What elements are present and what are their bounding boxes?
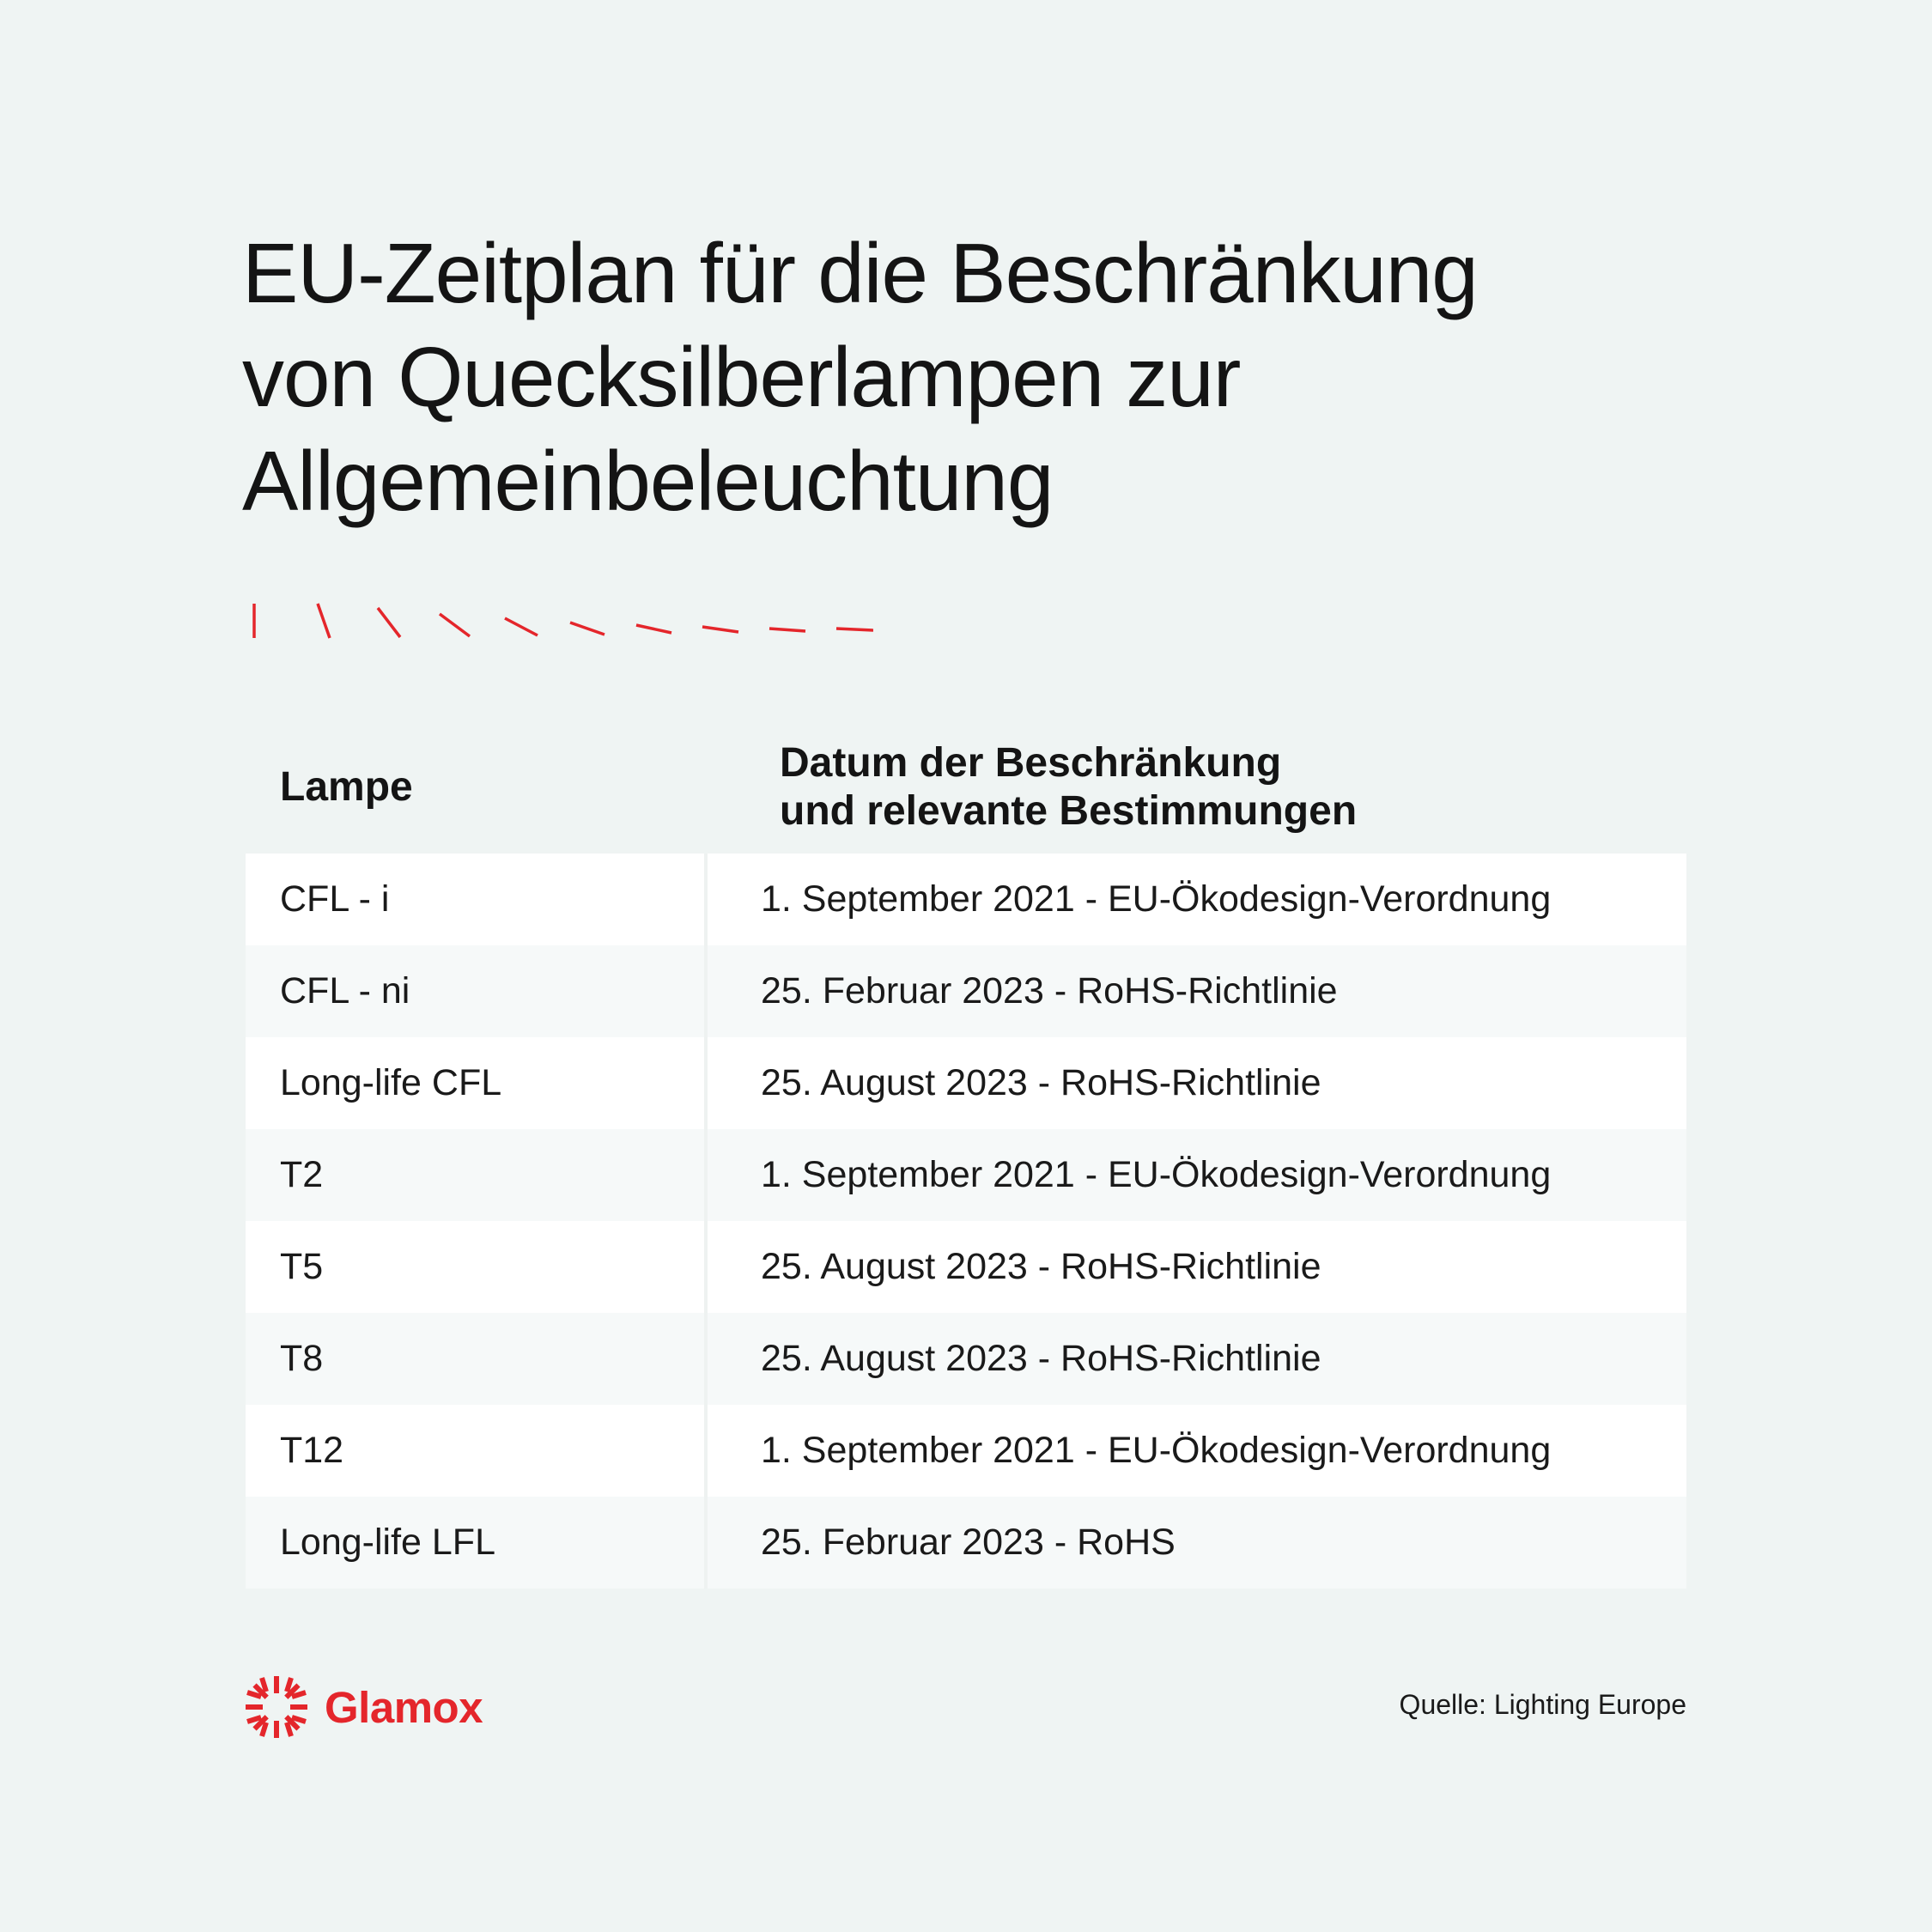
table-header [246,721,1686,854]
table-row [246,1497,1686,1589]
lamp-cell: CFL - i [246,854,708,945]
date-cell: 1. September 2021 - EU-Ökodesign-Verordnung [761,1430,1552,1471]
header-date [725,739,1357,835]
table-row [246,1405,1686,1497]
restriction-table [246,721,1686,1589]
lamp-cell: Long-life CFL [246,1037,708,1129]
glamox-logo [244,1674,483,1740]
table-row [246,1221,1686,1313]
header-date-line-1: Datum der Beschränkung [780,740,1282,786]
title-line-2: von Quecksilberlampen zur [242,330,1241,424]
table-body [246,854,1686,1589]
lamp-cell: T12 [246,1405,708,1497]
date-cell: 25. August 2023 - RoHS-Richtlinie [761,1246,1321,1287]
glamox-sun-icon [244,1674,309,1740]
lamp-cell: T8 [246,1313,708,1405]
lamp-cell: CFL - ni [246,945,708,1037]
lamp-cell: T5 [246,1221,708,1313]
lamp-cell: Long-life LFL [246,1497,708,1589]
date-cell: 1. September 2021 - EU-Ökodesign-Verordnung [761,878,1552,920]
table-row [246,1037,1686,1129]
lamp-cell: T2 [246,1129,708,1221]
page-title [242,222,1702,533]
table-row [246,945,1686,1037]
date-cell: 25. August 2023 - RoHS-Richtlinie [761,1062,1321,1103]
red-dash-sequence-icon [232,592,893,653]
table-row [246,854,1686,945]
logo-text: Glamox [325,1682,483,1732]
title-line-1: EU-Zeitplan für die Beschränkung [242,226,1478,320]
table-row [246,1129,1686,1221]
header-lamp: Lampe [280,764,413,810]
date-cell: 1. September 2021 - EU-Ökodesign-Verordnung [761,1154,1552,1195]
source-note: Quelle: Lighting Europe [1399,1689,1686,1720]
date-cell: 25. Februar 2023 - RoHS-Richtlinie [761,970,1338,1012]
title-line-3: Allgemeinbeleuchtung [242,434,1054,528]
date-cell: 25. Februar 2023 - RoHS [761,1522,1176,1563]
header-date-line-2: und relevante Bestimmungen [780,788,1358,834]
date-cell: 25. August 2023 - RoHS-Richtlinie [761,1338,1321,1379]
table-row [246,1313,1686,1405]
